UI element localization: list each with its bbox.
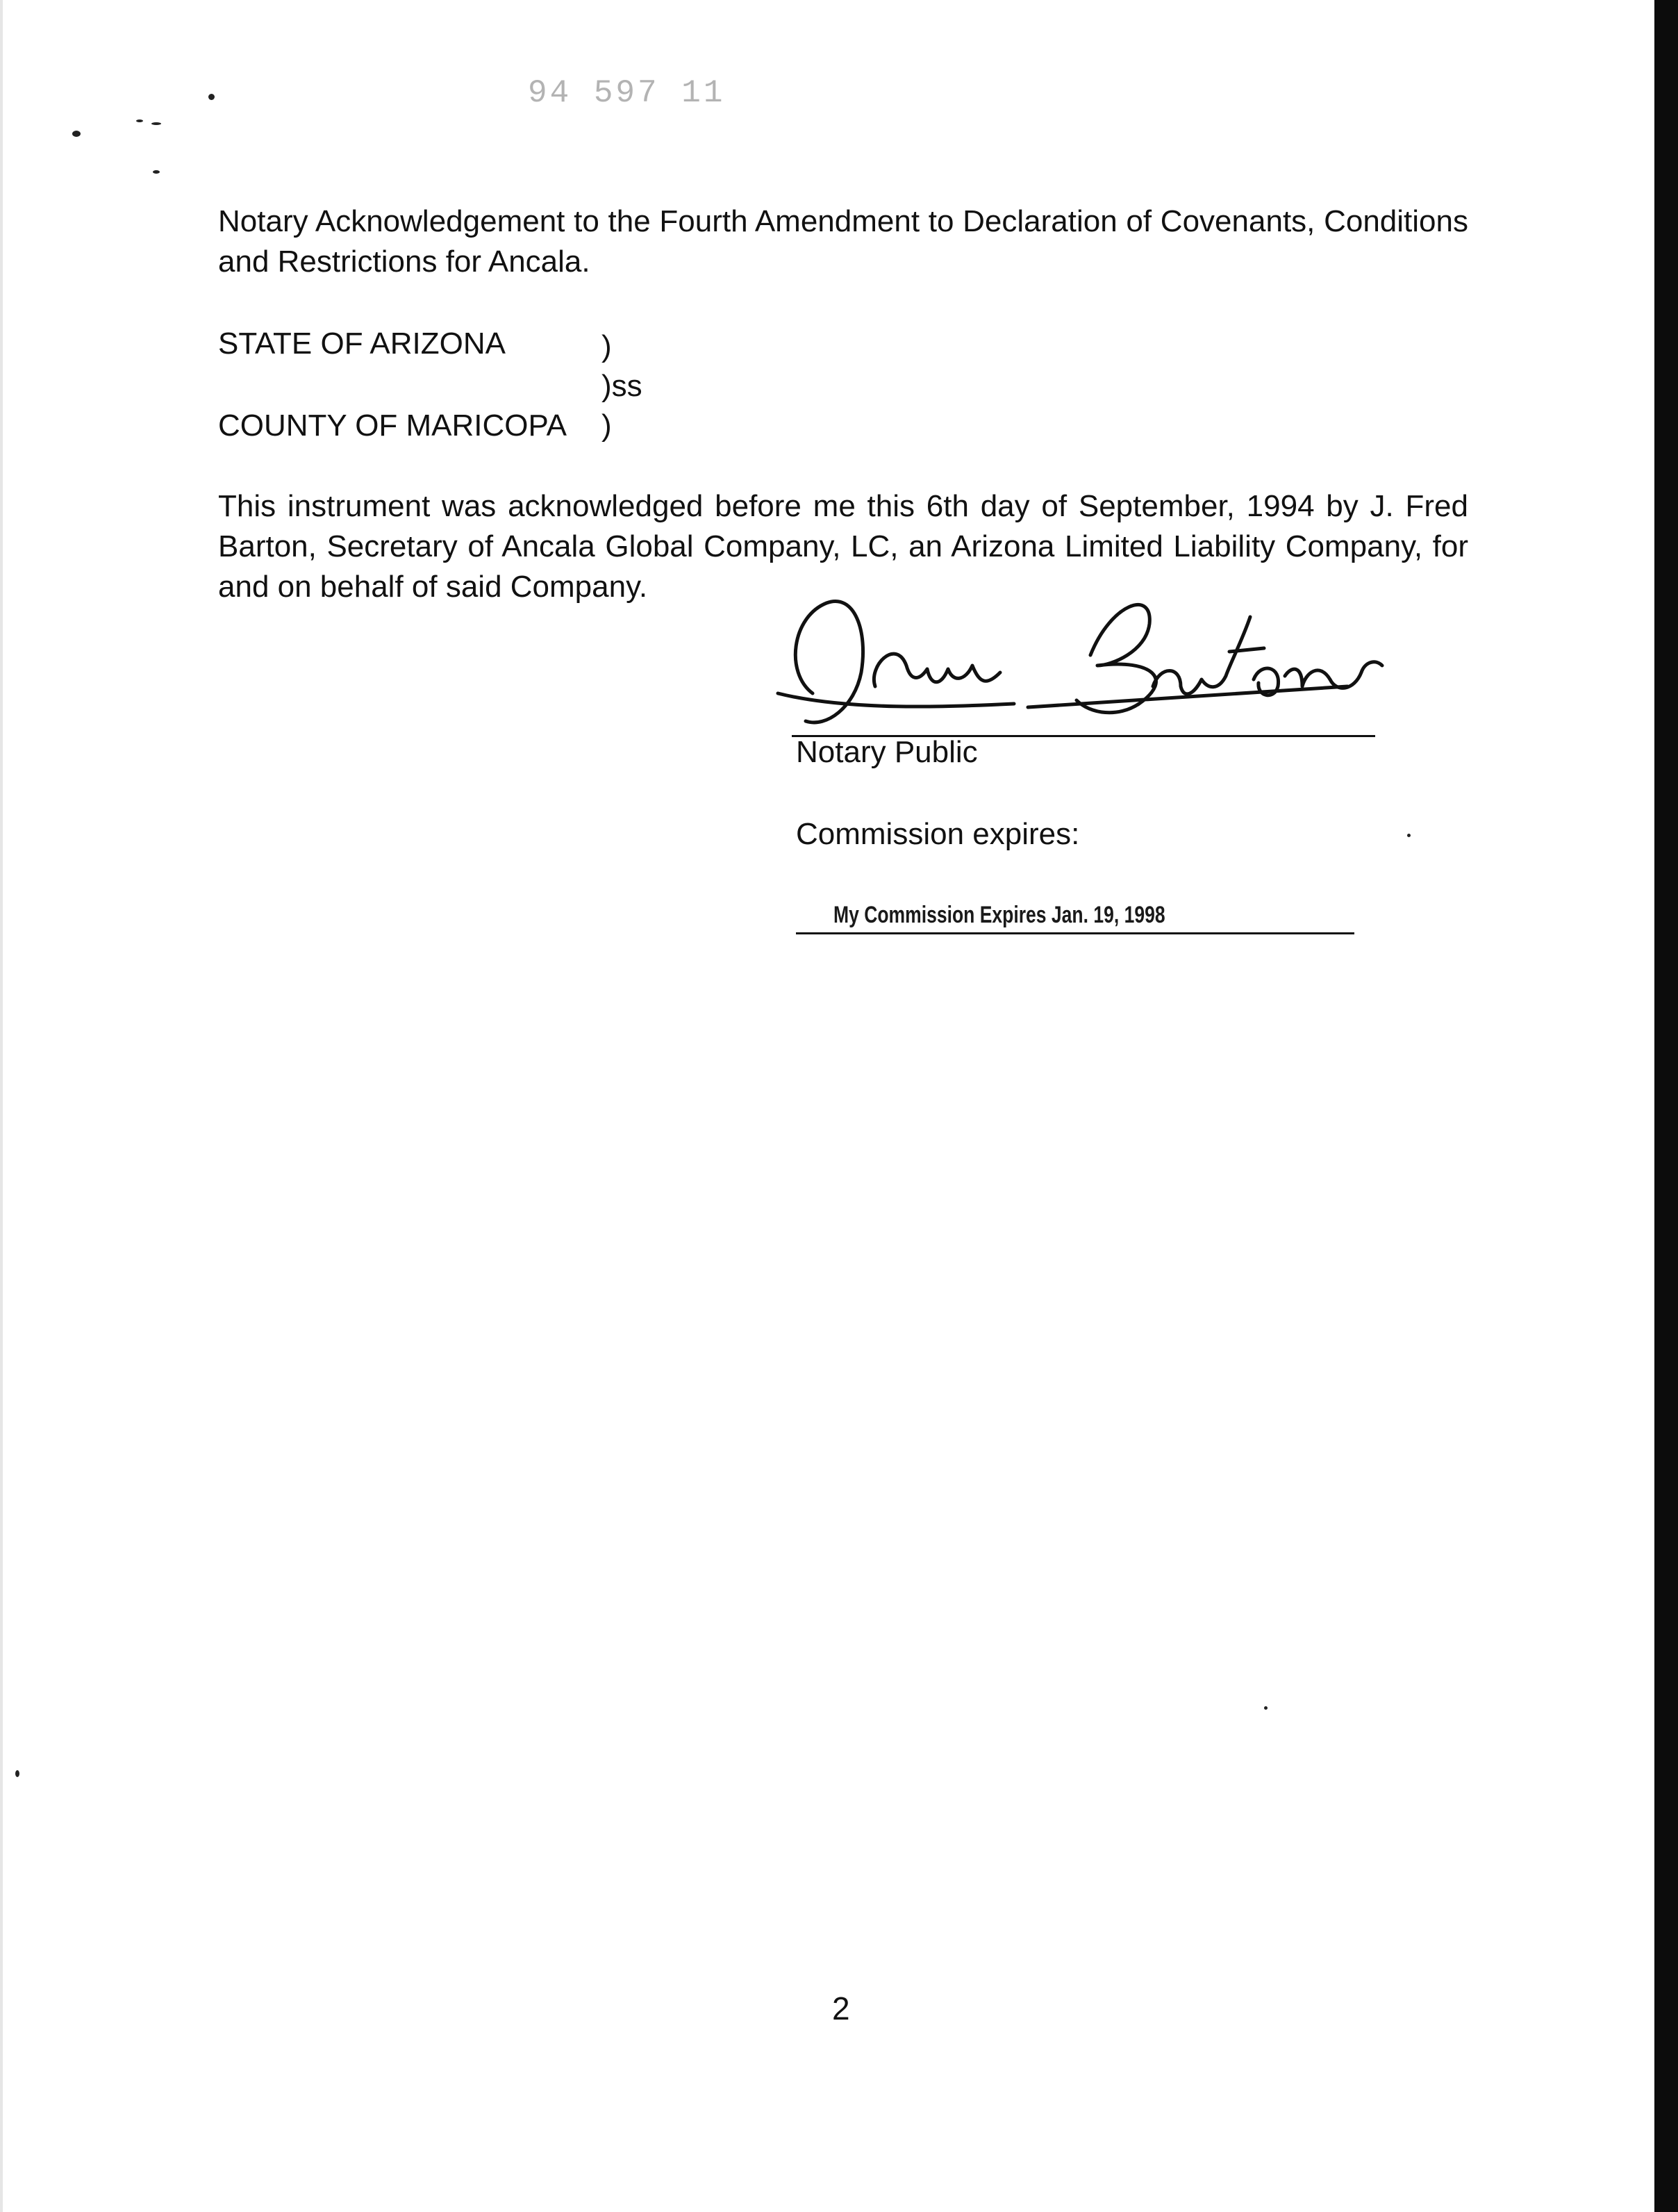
recording-number: 94 597 11 <box>528 75 726 111</box>
scan-speck <box>1264 1706 1268 1710</box>
notary-public-label: Notary Public <box>796 735 978 769</box>
scan-edge-left <box>0 0 3 2212</box>
page-number: 2 <box>832 1990 850 2027</box>
commission-line <box>796 932 1354 934</box>
acknowledgement-paragraph: This instrument was acknowledged before me this 6th day of September, 1994 by J. Fred Barton, Secretary of Ancala Global Company, LC, an Arizona Limited Liability Company, for and on behalf of said Company. <box>218 489 1468 604</box>
scan-speck <box>1407 834 1411 837</box>
scan-speck <box>15 1770 19 1777</box>
venue-ss: )ss <box>601 369 642 403</box>
venue-state: STATE OF ARIZONA <box>218 327 506 361</box>
venue-paren-bottom: ) <box>601 408 612 443</box>
document-heading: Notary Acknowledgement to the Fourth Amendment to Declaration of Covenants, Conditions and Restrictions for Ancala. <box>218 204 1468 279</box>
scan-speck <box>151 122 161 125</box>
commission-stamp: My Commission Expires Jan. 19, 1998 <box>833 902 1165 928</box>
scan-edge-right <box>1654 0 1678 2212</box>
venue-paren-top: ) <box>601 329 612 363</box>
scan-speck <box>72 131 81 137</box>
scan-speck <box>136 119 143 122</box>
scan-speck <box>208 94 215 100</box>
scan-speck <box>153 170 160 174</box>
venue-county: COUNTY OF MARICOPA <box>218 408 567 443</box>
commission-expires-label: Commission expires: <box>796 817 1080 851</box>
notary-signature <box>764 589 1403 742</box>
